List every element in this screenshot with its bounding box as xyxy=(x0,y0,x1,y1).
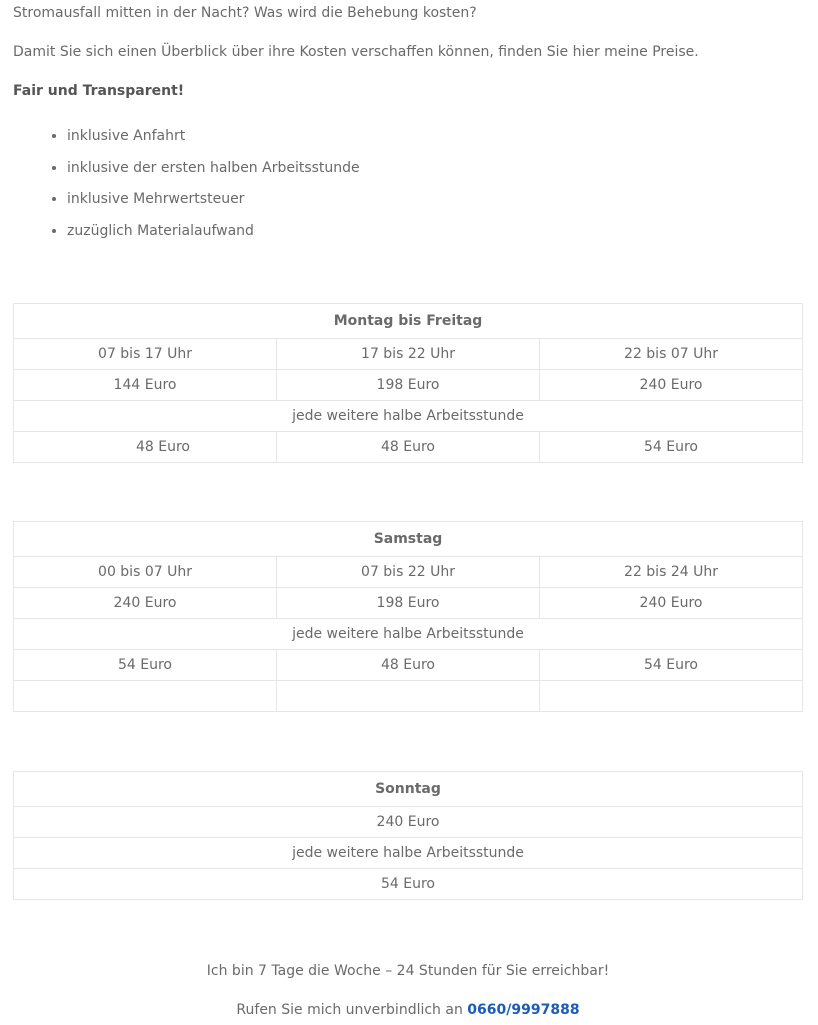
empty-cell xyxy=(14,681,277,712)
intro-overview: Damit Sie sich einen Überblick über ihre Kosten verschaffen können, finden Sie hier meine Preise. xyxy=(13,44,699,60)
empty-cell xyxy=(540,681,803,712)
extra-hour-label: jede weitere halbe Arbeitsstunde xyxy=(14,838,803,869)
extra-price-cell: 48 Euro xyxy=(277,432,540,463)
time-slot: 07 bis 22 Uhr xyxy=(277,557,540,588)
feature-item: • inklusive Anfahrt xyxy=(67,126,360,158)
time-slot: 22 bis 07 Uhr xyxy=(540,339,803,370)
extra-price-cell: 48 Euro xyxy=(14,432,277,463)
price-cell: 198 Euro xyxy=(277,588,540,619)
extra-price-cell: 54 Euro xyxy=(14,650,277,681)
feature-item: • inklusive der ersten halben Arbeitsstunde xyxy=(67,158,360,190)
time-slot: 00 bis 07 Uhr xyxy=(14,557,277,588)
saturday-price-table xyxy=(13,521,803,712)
weekday-price-table xyxy=(13,303,803,463)
call-line xyxy=(0,1000,816,1020)
extra-hour-label: jede weitere halbe Arbeitsstunde xyxy=(14,401,803,432)
time-slot: 17 bis 22 Uhr xyxy=(277,339,540,370)
time-slot: 22 bis 24 Uhr xyxy=(540,557,803,588)
availability-text: Ich bin 7 Tage die Woche – 24 Stunden für Sie erreichbar! xyxy=(206,963,610,979)
weekday-title: Montag bis Freitag xyxy=(14,304,803,339)
price-cell: 144 Euro xyxy=(14,370,277,401)
empty-cell xyxy=(277,681,540,712)
price-cell: 240 Euro xyxy=(540,370,803,401)
sunday-price-table xyxy=(13,771,803,900)
extra-price-cell: 54 Euro xyxy=(540,432,803,463)
price-cell: 198 Euro xyxy=(277,370,540,401)
feature-item: • inklusive Mehrwertsteuer xyxy=(67,189,360,221)
sunday-title: Sonntag xyxy=(14,772,803,807)
feature-item: • zuzüglich Materialaufwand xyxy=(67,221,360,253)
price-cell: 240 Euro xyxy=(14,807,803,838)
extra-price-cell: 54 Euro xyxy=(14,869,803,900)
intro-question: Stromausfall mitten in der Nacht? Was wird die Behebung kosten? xyxy=(13,5,477,21)
feature-list xyxy=(48,126,360,253)
price-cell: 240 Euro xyxy=(14,588,277,619)
extra-price-cell: 54 Euro xyxy=(540,650,803,681)
saturday-title: Samstag xyxy=(14,522,803,557)
extra-price-cell: 48 Euro xyxy=(277,650,540,681)
call-prefix: Rufen Sie mich unverbindlich an xyxy=(236,1002,463,1018)
price-cell: 240 Euro xyxy=(540,588,803,619)
extra-hour-label: jede weitere halbe Arbeitsstunde xyxy=(14,619,803,650)
time-slot: 07 bis 17 Uhr xyxy=(14,339,277,370)
fair-heading: Fair und Transparent! xyxy=(13,83,185,99)
phone-link[interactable]: 0660/9997888 xyxy=(467,1002,580,1018)
